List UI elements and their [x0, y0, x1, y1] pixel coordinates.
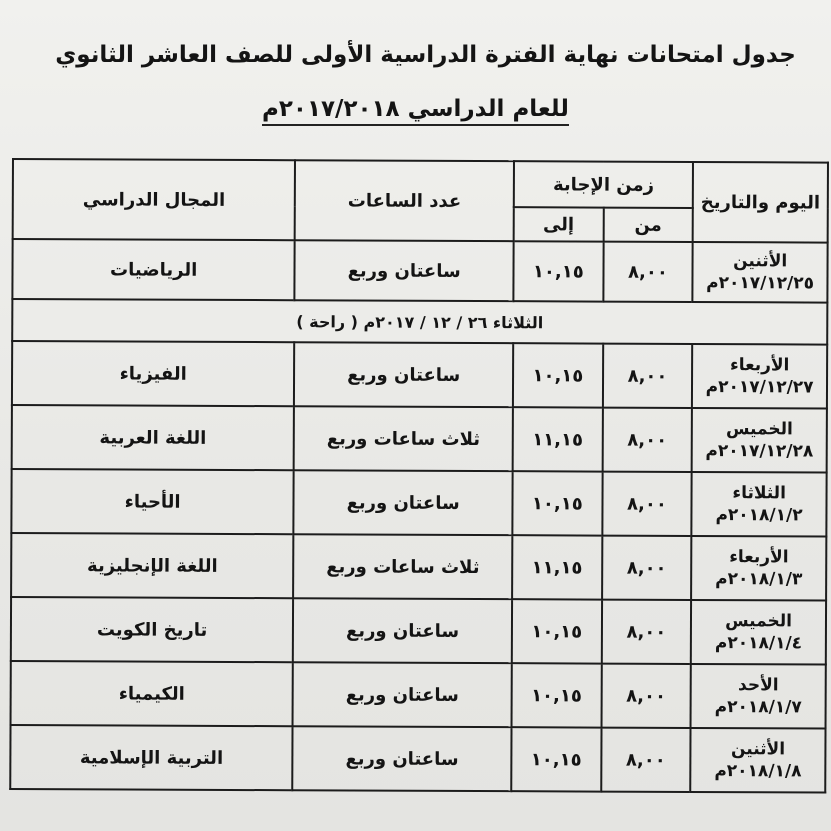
- to-cell: ١٠,١٥: [513, 241, 603, 301]
- field-cell: الكيمياء: [11, 661, 294, 726]
- to-cell: ١٠,١٥: [511, 727, 601, 791]
- header-to: إلى: [514, 207, 604, 241]
- hours-cell: ساعتان وربع: [295, 240, 514, 301]
- page-title: جدول امتحانات نهاية الفترة الدراسية الأولى للصف العاشر الثانوي: [55, 42, 796, 68]
- table-row: [11, 533, 826, 601]
- hours-cell: ساعتان وربع: [293, 598, 512, 663]
- to-cell: ١٠,١٥: [512, 599, 602, 663]
- day-cell: الثلاثاء ٢٠١٨/١/٢م: [692, 472, 827, 537]
- table-row: [11, 597, 826, 665]
- field-cell: الفيزياء: [12, 341, 295, 406]
- header-time: زمن الإجابة: [514, 161, 693, 208]
- from-cell: ٨,٠٠: [601, 728, 691, 792]
- table-row: [10, 725, 825, 793]
- from-cell: ٨,٠٠: [603, 242, 693, 302]
- rest-day-row: [12, 299, 827, 345]
- to-cell: ١٠,١٥: [512, 663, 602, 727]
- table-row: [11, 469, 826, 537]
- from-cell: ٨,٠٠: [602, 472, 692, 536]
- field-cell: الرياضيات: [12, 239, 295, 300]
- from-cell: ٨,٠٠: [602, 408, 692, 472]
- hours-cell: ثلاث ساعات وربع: [293, 534, 512, 599]
- exam-schedule-table: [9, 158, 829, 794]
- header-field: المجال الدراسي: [13, 159, 296, 240]
- day-cell: الخميس ٢٠١٨/١/٤م: [691, 600, 826, 665]
- hours-cell: ساعتان وربع: [294, 342, 513, 407]
- table-row: [12, 341, 827, 409]
- hours-cell: ساعتان وربع: [293, 662, 512, 727]
- to-cell: ١٠,١٥: [513, 343, 603, 407]
- day-cell: الأحد ٢٠١٨/١/٧م: [691, 664, 826, 729]
- day-cell: الأربعاء ٢٠١٧/١٢/٢٧م: [692, 344, 827, 409]
- field-cell: اللغة العربية: [12, 405, 295, 470]
- from-cell: ٨,٠٠: [601, 600, 691, 664]
- field-cell: اللغة الإنجليزية: [11, 533, 294, 598]
- hours-cell: ثلاث ساعات وربع: [294, 406, 513, 471]
- from-cell: ٨,٠٠: [603, 344, 693, 408]
- table-row: [12, 239, 827, 303]
- header-day: اليوم والتاريخ: [693, 162, 828, 243]
- day-cell: الأثنين ٢٠١٨/١/٨م: [690, 728, 825, 793]
- day-cell: الأربعاء ٢٠١٨/١/٣م: [691, 536, 826, 601]
- page-subtitle: للعام الدراسي ٢٠١٧/٢٠١٨م: [0, 96, 831, 122]
- field-cell: التربية الإسلامية: [10, 725, 293, 790]
- field-cell: تاريخ الكويت: [11, 597, 294, 662]
- from-cell: ٨,٠٠: [602, 536, 692, 600]
- rest-day-cell: الثلاثاء ٢٦ / ١٢ / ٢٠١٧م ( راحة ): [12, 299, 827, 345]
- day-cell: الخميس ٢٠١٧/١٢/٢٨م: [692, 408, 827, 473]
- hours-cell: ساعتان وربع: [294, 470, 513, 535]
- header-from: من: [603, 208, 693, 242]
- to-cell: ١١,١٥: [512, 535, 602, 599]
- table-row: [12, 405, 827, 473]
- table-row: [11, 661, 826, 729]
- to-cell: ١٠,١٥: [512, 471, 602, 535]
- field-cell: الأحياء: [11, 469, 294, 534]
- day-cell: الأثنين ٢٠١٧/١٢/٢٥م: [693, 242, 828, 303]
- hours-cell: ساعتان وربع: [293, 726, 512, 791]
- header-hours: عدد الساعات: [295, 160, 514, 241]
- from-cell: ٨,٠٠: [601, 664, 691, 728]
- to-cell: ١١,١٥: [513, 407, 603, 471]
